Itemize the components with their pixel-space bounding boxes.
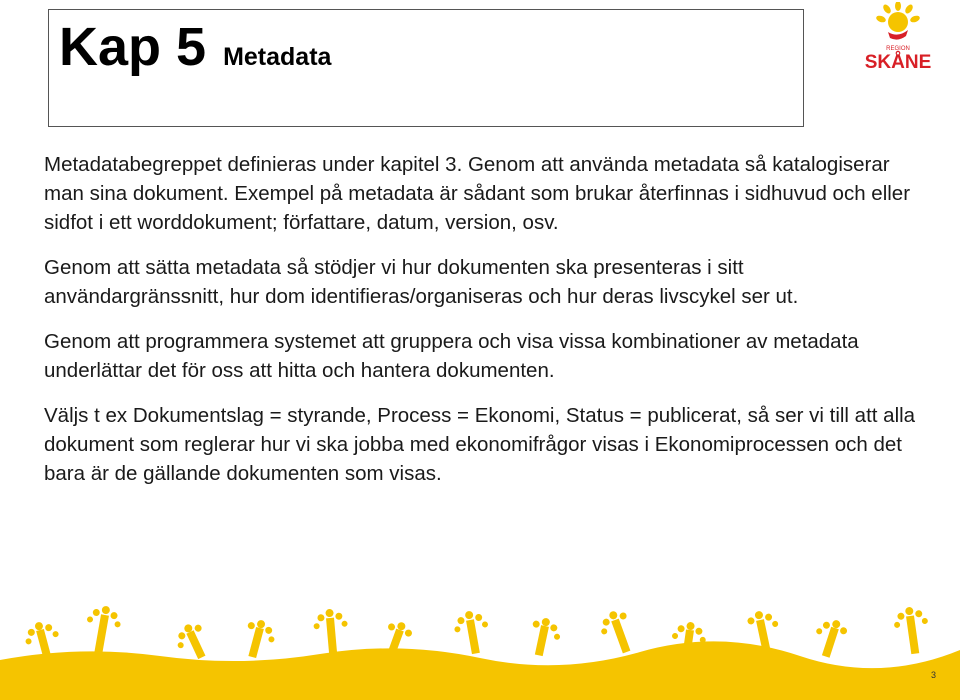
hand-icon (452, 608, 493, 656)
hand-icon (312, 608, 350, 656)
hand-icon (810, 615, 850, 660)
title-main: Kap 5 (59, 17, 207, 77)
hand-icon (171, 619, 213, 664)
hand-icon (82, 603, 124, 655)
body-text (44, 150, 924, 504)
title-sub: Metadata (223, 43, 332, 71)
hand-icon (240, 617, 278, 661)
title-box (48, 9, 804, 127)
sun-hand-icon (875, 2, 920, 32)
hand-icon (527, 616, 564, 659)
hand-icon (596, 607, 638, 657)
yellow-hands-banner (0, 590, 960, 700)
paragraph-3: Genom att programmera systemet att gruppera och visa vissa kombinationer av metadata underlättar det för oss att hitta och hantera dokumenten. (44, 330, 859, 382)
paragraph-2: Genom att sätta metadata så stödjer vi hur dokumenten ska presenteras i sitt användargränssnitt, hur dom identifieras/organiseras och hur deras livscykel ser ut. (44, 256, 799, 308)
paragraph-1: Metadatabegreppet definieras under kapitel 3. Genom att använda metadata så katalogiserar man sina dokument. Exempel på metadata är sådant som brukar återfinnas i sidhuvud och eller sidfot i ett worddokument; författare, datum, version, osv. (44, 153, 911, 234)
logo-small-text: REGION (886, 46, 910, 52)
logo-large-text: SKÅNE (864, 52, 932, 73)
region-skane-logo (858, 2, 938, 74)
page-number: 3 (930, 670, 936, 680)
hand-icon (892, 605, 932, 656)
slide-title (59, 16, 331, 78)
paragraph-4: Väljs t ex Dokumentslag = styrande, Process = Ekonomi, Status = publicerat, så ser vi till att alla dokument som reglerar hur vi ska jobba med ekonomifrågor visas i Ekonomiprocessen och det bara är de gällande dokumenten som visas. (44, 404, 916, 485)
